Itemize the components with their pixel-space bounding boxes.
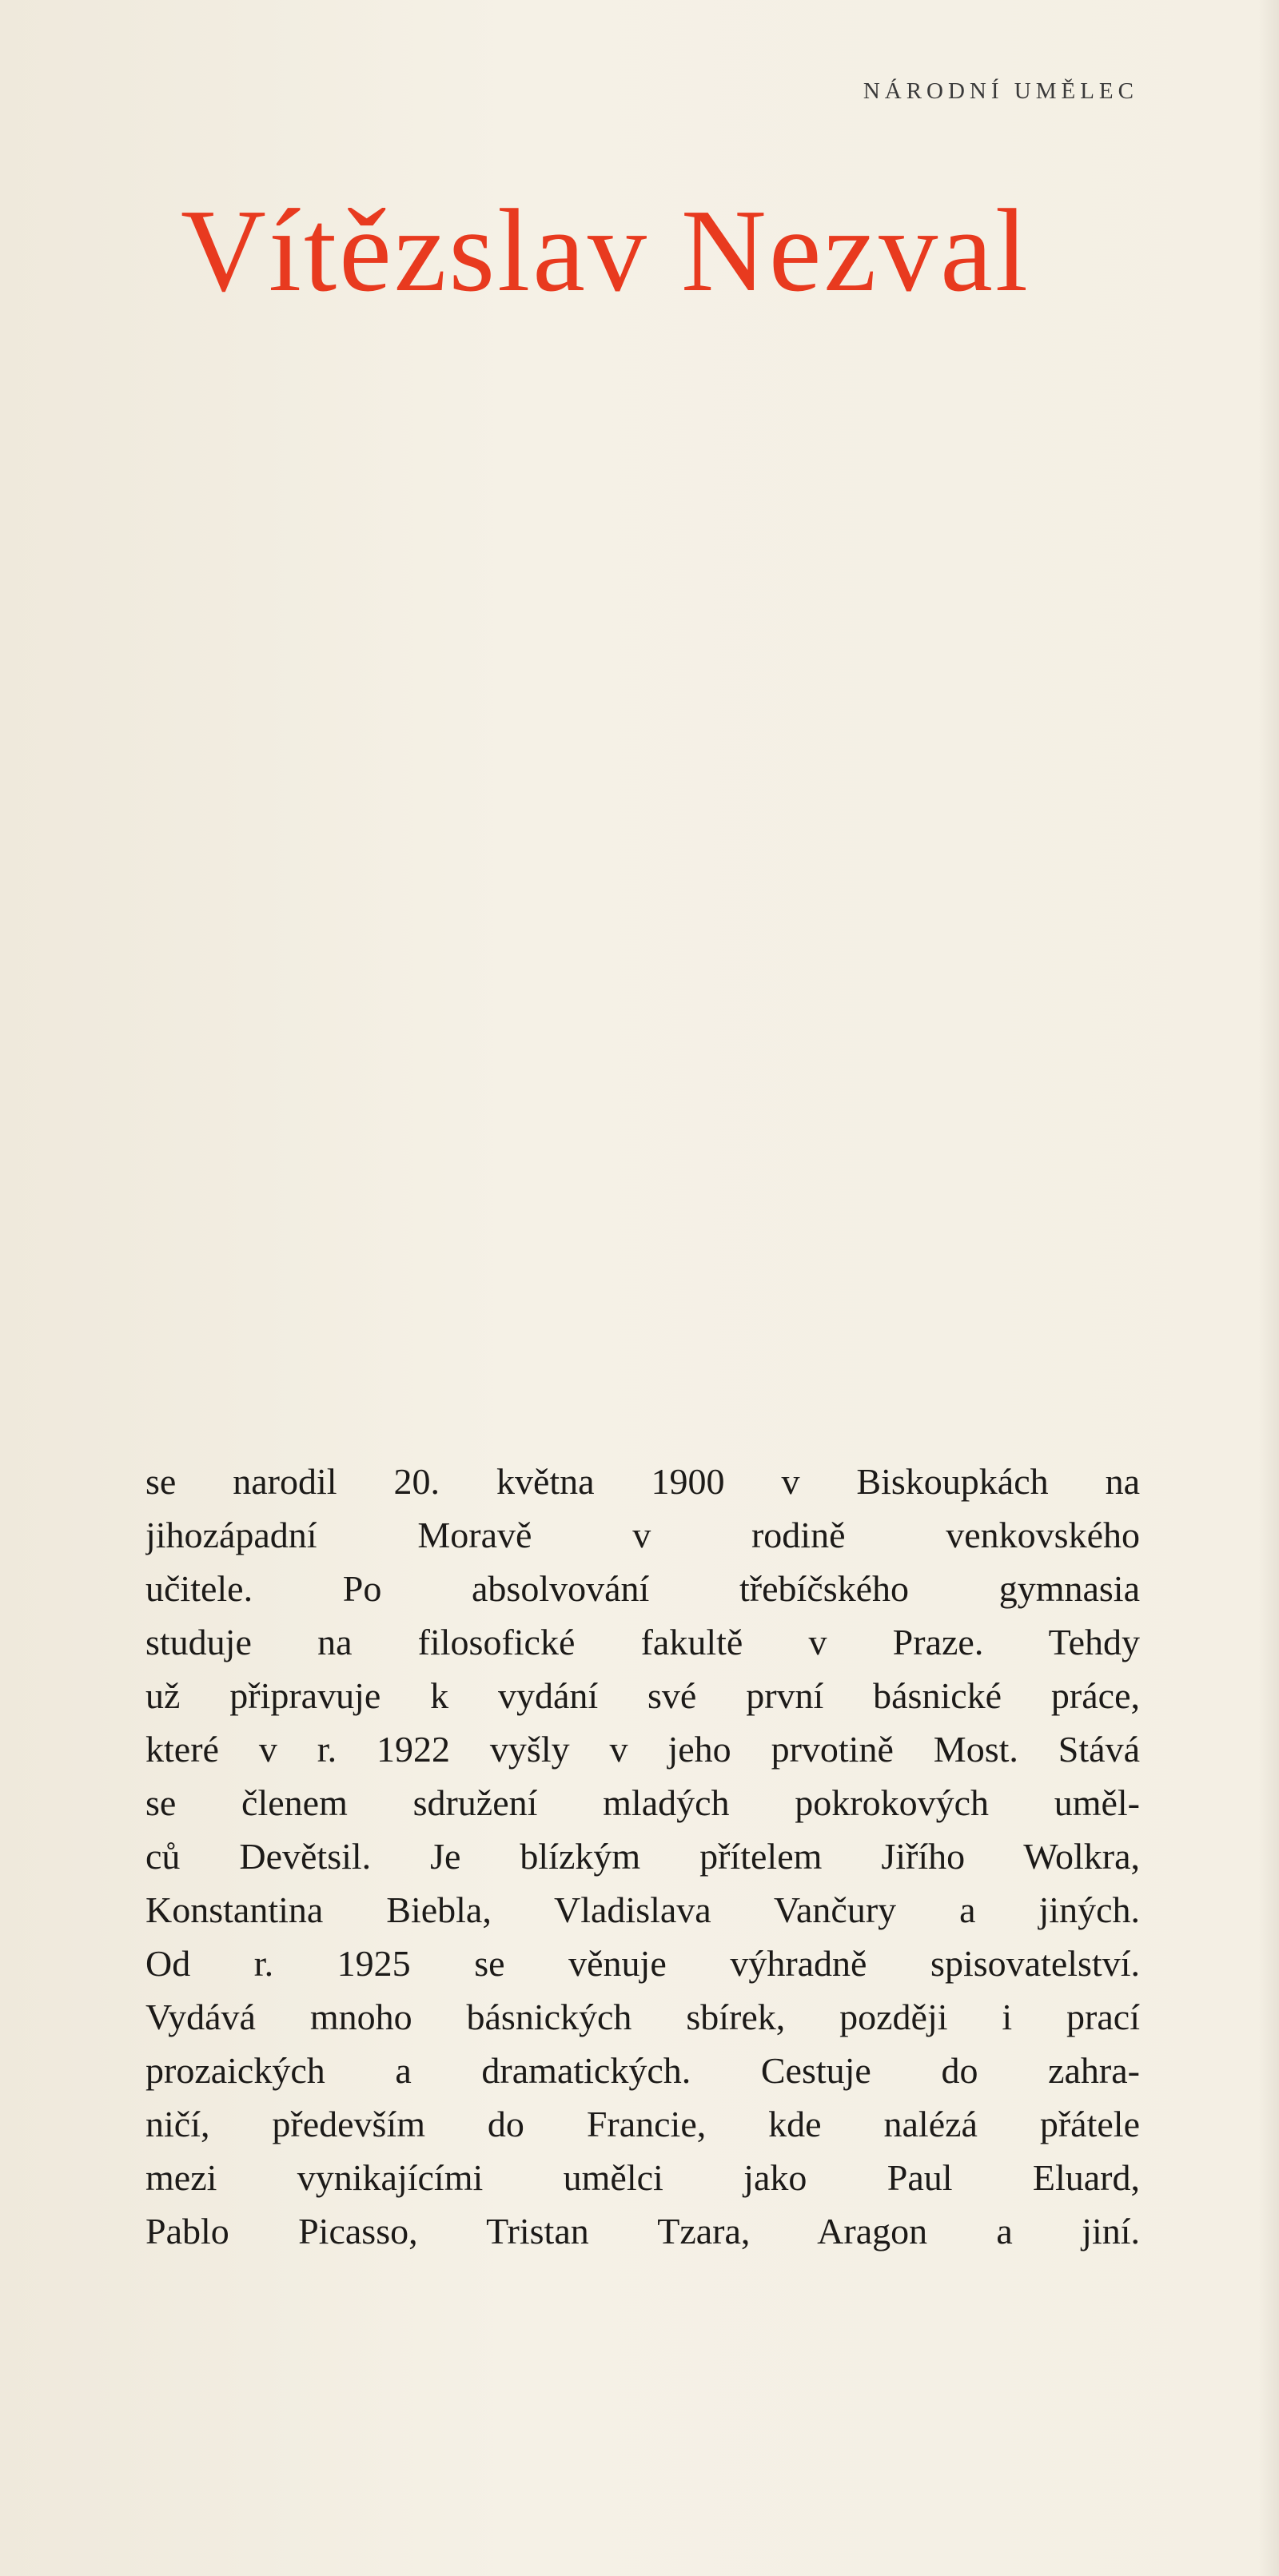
biography-line: Vydává mnoho básnických sbírek, později i prací <box>145 1997 1140 2037</box>
biography-line: ců Devětsil. Je blízkým přítelem Jiřího Wolkra, <box>145 1836 1140 1877</box>
page-edge-shadow <box>1258 0 1279 2576</box>
biography-line: mezi vynikajícími umělci jako Paul Eluard, <box>145 2157 1140 2198</box>
author-name-title: Vítězslav Nezval <box>181 185 1030 317</box>
biography-line: jihozápadní Moravě v rodině venkovského <box>145 1515 1140 1555</box>
biography-line: které v r. 1922 vyšly v jeho prvotině Most. Stává <box>145 1729 1140 1770</box>
biography-line: se narodil 20. května 1900 v Biskoupkách na <box>145 1461 1140 1502</box>
series-heading: NÁRODNÍ UMĚLEC <box>863 78 1138 104</box>
biography-line: Konstantina Biebla, Vladislava Vančury a jiných. <box>145 1889 1140 1930</box>
biography-line: už připravuje k vydání své první básnické práce, <box>145 1675 1140 1716</box>
biography-line: učitele. Po absolvování třebíčského gymnasia <box>145 1568 1140 1609</box>
biography-line: se členem sdružení mladých pokrokových uměl- <box>145 1782 1140 1823</box>
biography-line: ničí, především do Francie, kde nalézá přátele <box>145 2104 1140 2144</box>
biography-line: Od r. 1925 se věnuje výhradně spisovatelství. <box>145 1943 1140 1984</box>
biography-line: prozaických a dramatických. Cestuje do zahra- <box>145 2050 1140 2091</box>
biography-line: studuje na filosofické fakultě v Praze. Tehdy <box>145 1622 1140 1662</box>
biography-line: Pablo Picasso, Tristan Tzara, Aragon a jiní. <box>145 2211 1140 2252</box>
biography-paragraph <box>145 1455 1140 2258</box>
